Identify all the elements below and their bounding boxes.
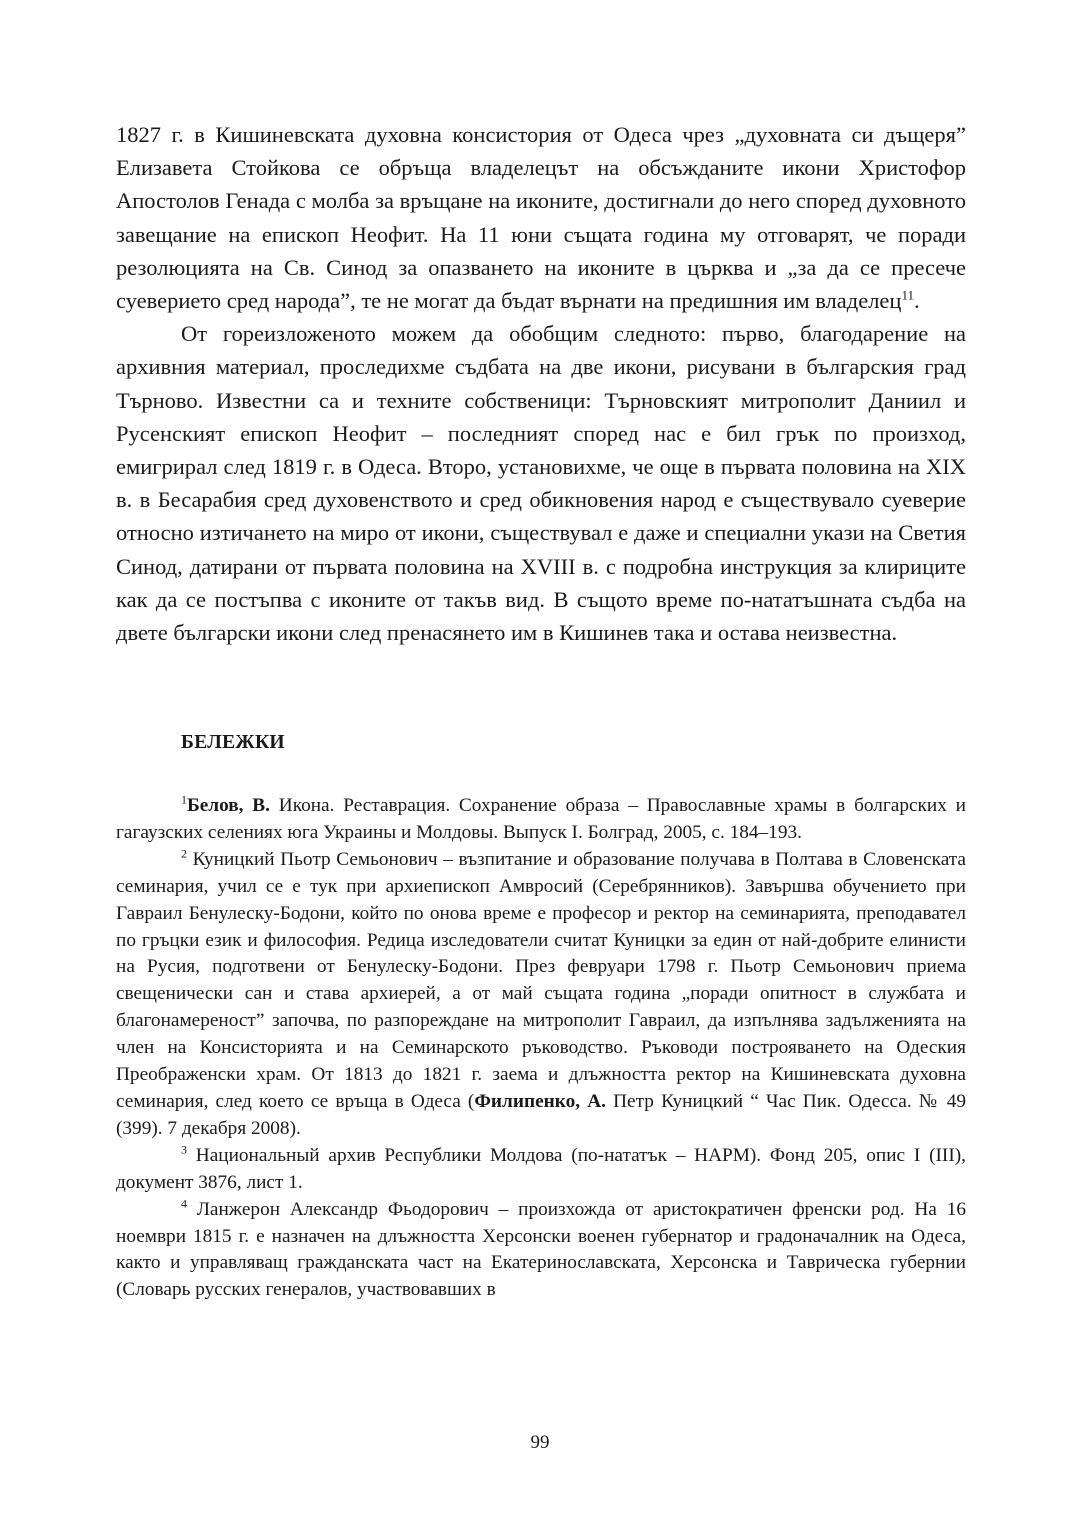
footnote-4 <box>116 1197 966 1305</box>
footnotes <box>116 793 966 1304</box>
body-paragraph-2: От гореизложеното можем да обобщим следното: първо, благодарение на архивния материал, проследихме съдбата на две икони, рисувани в българския град Търново. Известни са и техните собственици: Търновският митрополит Даниил и Русенският епископ Неофит – последният според нас е бил грък по произход, емигрирал след 1819 г. в Одеса. Второ, установихме, че още в първата половина на XIX в. в Бесарабия сред духовенството и сред обикновения народ е съществувало суеверие относно изтичането на миро от икони, съществувал е даже и специални укази на Светия Синод, датирани от първата половина на XVIII в. с подробна инструкция за клириците как да се постъпва с иконите от такъв вид. В същото време по-нататъшната съдба на двете български икони след пренасянето им в Кишинев така и остава неизвестна. <box>116 321 966 646</box>
footnote-1 <box>116 793 966 847</box>
footnote-text: Икона. Реставрация. Сохранение образа – Православные храмы в болгарских и гагаузских селениях юга Украины и Молдовы. Выпуск I. Болград, 2005, с. 184–193. <box>116 795 966 843</box>
main-text <box>116 118 966 649</box>
footnote-text: Ланжерон Александр Фьодорович – произхожда от аристократичен френски род. На 16 ноември 1815 г. е назначен на длъжността Херсонски военен губернатор и градоначалник на Одеса, както и управляващ гражданската част на Екатеринославската, Херсонска и Таврическа губернии (Словарь русских генералов, участвовавших в <box>116 1198 966 1301</box>
footnote-text: Куницкий Пьотр Семьонович – възпитание и образование получава в Полтава в Словенската семинария, учил се е тук при архиепископ Амвросий (Серебрянников). Завършва обучението при Гавраил Бенулеску-Бодони, който по онова време е професор и ректор на семинарията, преподавател по гръцки език и философия. Редица изследователи считат Куницки за един от най-добрите елинисти на Русия, подготвени от Бенулеску-Бодони. През февруари 1798 г. Пьотр Семьонович приема свещенически сан и става архиерей, а от май същата година „поради опитност в службата и благонамереност” започва, по разпореждане на митрополит Гавраил, да изпълнява задълженията на член на Консисторията и на Семинарското ръководство. Ръководи построяването на Одеския Преображенски храм. От 1813 до 1821 г. заема и длъжността ректор на Кишиневската духовна семинария, след което се връща в Одеса ( <box>116 848 966 1112</box>
footnote-author: Белов, В. <box>186 795 270 816</box>
body-paragraph-1 <box>116 118 966 317</box>
notes-heading: БЕЛЕЖКИ <box>181 732 285 753</box>
footnote-number: 2 <box>181 846 187 861</box>
footnote-number: 3 <box>181 1142 187 1157</box>
footnote-tail: Петр Куницкий “ Час Пик. Одесса. № 49 (399). 7 декабря 2008). <box>116 1090 966 1139</box>
footnote-number: 1 <box>181 792 187 807</box>
footnote-number: 4 <box>181 1196 187 1211</box>
page-number: 99 <box>530 1432 550 1453</box>
body-paragraph-1-end: . <box>914 288 920 314</box>
body-paragraph-1-text: 1827 г. в Кишиневската духовна консистория от Одеса чрез „духовната си дъщеря” Елизавета Стойкова се обръща владелецът на обсъжданите икони Христофор Апостолов Генада с молба за връщане на иконите, достигнали до него според духовното завещание на епископ Неофит. На 11 юни същата година му отговарят, че поради резолюцията на Св. Синод за опазването на иконите в църква и „за да се пресече суеверието сред народа”, те не могат да бъдат върнати на предишния им владелец <box>116 122 966 314</box>
footnote-ref-11: 11 <box>901 287 915 303</box>
footnote-author: Филипенко, А. <box>474 1090 606 1112</box>
footnote-text: Национальный архив Республики Молдова (по-нататък – НАРМ). Фонд 205, опис I (III), документ 3876, лист 1. <box>116 1144 966 1193</box>
footnote-2 <box>116 847 966 1143</box>
footnote-3 <box>116 1143 966 1197</box>
